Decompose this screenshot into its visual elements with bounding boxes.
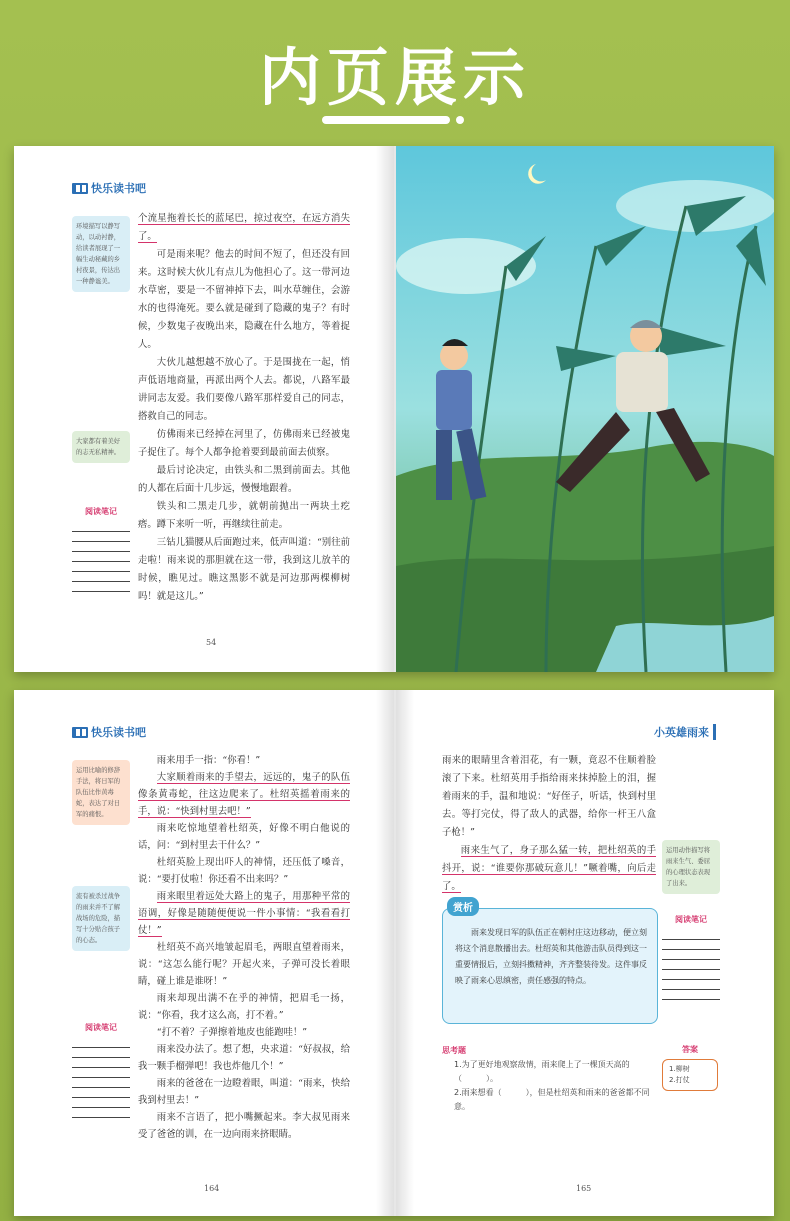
note-line [72,1078,130,1088]
paragraph: 杜绍英脸上现出吓人的神情，还压低了嗓音，说：“要打仗啦！你还看不出来吗？” [138,857,350,885]
thinking-title: 思考题 [442,1046,466,1055]
note-line [72,532,130,542]
page-164 [14,690,394,1216]
note-line [72,1068,130,1078]
boys-running-in-reeds-illustration [396,146,774,672]
series-title: 小英雄雨来 [654,724,716,740]
paragraph: 雨来的眼睛里含着泪花，有一颗，竟忍不住顺着脸滚了下来。杜绍英用手指给雨来抹掉脸上的泪，握着雨来的手，温和地说：“好侄子，听话，快到村里去。等打完仗，得了敌人的武器，给你一杆王八盒子枪！” [442,755,656,838]
reading-notes [72,506,130,592]
page-number: 165 [576,1184,592,1193]
answer-box [662,1059,718,1091]
note-line [72,552,130,562]
note-line [72,582,130,592]
note-line [662,950,720,960]
paragraph: “打不着？子弹擦着地皮也能跑哇！” [156,1027,308,1038]
appreciation-box [442,903,658,1024]
note-line [662,990,720,1000]
answer: 1.柳树 [669,1065,690,1073]
reading-notes [72,1022,130,1118]
note-line [72,572,130,582]
body-text [138,210,350,606]
paragraph: 铁头和二黑走几步，就朝前抛出一两块土疙瘩。蹲下来听一听，再继续往前走。 [138,501,350,530]
note-line [72,1108,130,1118]
paragraph: 大伙儿越想越不放心了。于是围拢在一起，悄声低语地商量，再派出两个人去。都说，八路军最讲同志友爱。我们要像八路军那样爱自己的同志，搭救自己的同志。 [138,357,350,422]
paragraph: 雨来吃惊地望着杜绍英，好像不明白他说的话，问：“到村里去干什么？” [138,823,350,851]
paragraph: 雨来不言语了，把小嘴撅起来。李大叔见雨来受了爸爸的训，在一边向雨来挤眼睛。 [138,1112,350,1140]
reading-notes-title: 阅读笔记 [85,1023,117,1032]
note-line [72,1088,130,1098]
paragraph: 雨来没办法了。想了想，央求道：“好叔叔，给我一颗手榴弹吧！我也炸他几个！” [138,1044,350,1072]
answer-title: 答案 [682,1045,698,1054]
side-note: 环境描写以静写动，以动衬静，给读者展现了一幅生动秘藏的乡村夜景，传达出一种静谧美。 [72,216,130,292]
note-line [72,1038,130,1048]
note-line [662,960,720,970]
side-note: 大家都有着美好的志无私精神。 [72,431,130,463]
book-icon [72,727,88,738]
paragraph: 个流星拖着长长的蓝尾巴，掠过夜空，在远方消失了。 [138,213,350,242]
paragraph: 雨来却现出满不在乎的神情，把眉毛一扬，说：“你看，我才这么高，打不着。” [138,993,350,1021]
note-line [662,970,720,980]
reading-notes-title: 阅读笔记 [675,915,707,924]
answers [662,1044,718,1091]
note-line [72,542,130,552]
note-line [72,1058,130,1068]
paragraph: 雨来眼里着远处大路上的鬼子，用那种平常的语调，好像是随随便便说一件小事情：“我看看打仗！” [138,891,350,936]
paragraph: 雨来的爸爸在一边瞪着眼，叫道：“雨来，快给我到村里去！” [138,1078,350,1106]
page-title: 内页展示 [258,41,531,114]
paragraph: 雨来用手一指：“你看！” [156,755,261,766]
note-line [72,1098,130,1108]
paragraph: 可是雨来呢？他去的时间不短了，但还没有回来。这时候大伙儿有点儿为他担心了。这一带河边水草密，要是一不留神掉下去，叫水草缠住，会游水的也得淹死。要么就是碰到了隐藏的鬼子？有时候，少数鬼子夜晚出来，隐藏在什么地方，等着捉人。 [138,249,350,350]
note-line [72,1048,130,1058]
side-note: 流有被杀过战争的雨来并不了解战场的危险，描写十分贴合孩子的心态。 [72,886,130,951]
body-text [442,752,656,896]
page-54 [14,146,394,672]
header [0,0,790,140]
question: 2.雨来想看（ ），但是杜绍英和雨来的爸爸都不同意。 [454,1088,650,1111]
appreciation-tag: 赏析 [447,897,479,916]
note-line [662,930,720,940]
paragraph: 杜绍英不高兴地皱起眉毛，两眼直望着雨来，说：“这怎么能行呢？开起火来，子弹可没长着眼睛，碰上谁是谁呀！” [138,942,350,987]
paragraph: 雨来生气了，身子那么猛一转，把杜绍英的手抖开，说：“谁要你那破玩意儿！”噘着嘴，向后走了。 [442,845,656,892]
side-note: 运用动作描写将雨来生气、委屈的心理状态表现了出来。 [662,840,720,894]
book-spread-2 [14,690,774,1216]
title-underline-dot [456,116,464,124]
question: 1.为了更好地观察敌情，雨来爬上了一棵顶天高的（ ）。 [454,1060,630,1083]
note-line [662,940,720,950]
series-logo: 快乐读书吧 [72,724,146,740]
note-line [662,980,720,990]
book-icon [72,183,88,194]
appreciation-text: 雨来发现日军的队伍正在朝村庄这边移动，便立刻将这个消息散播出去。杜绍英和其他游击队员得到这一重要情报后，立刻抖擞精神，齐齐整装待发。这件事反映了雨来心思缜密，责任感强的特点。 [455,928,647,985]
page-number: 54 [206,638,217,647]
paragraph: 三钻儿猫腰从后面跑过来，低声叫道：“别往前走啦！雨来说的那胆就在这一带，我到这儿放羊的时候，瞧见过。瞧这黑影不就是河边那两棵柳树吗！就是这儿。” [138,537,350,602]
book-spread-1 [14,146,774,672]
note-line [72,522,130,532]
note-line [72,562,130,572]
series-logo: 快乐读书吧 [72,180,146,196]
illustration [396,146,774,672]
paragraph: 仿佛雨来已经掉在河里了，仿佛雨来已经被鬼子捉住了。每个人都争抢着要到最前面去侦察。 [138,429,350,458]
page-165 [396,690,774,1216]
paragraph: 最后讨论决定，由铁头和二黑到前面去。其他的人都在后面十几步远，慢慢地跟着。 [138,465,350,494]
reading-notes-title: 阅读笔记 [85,507,117,516]
answer: 2.打仗 [669,1076,690,1084]
thinking-questions [442,1044,662,1114]
paragraph: 大家顺着雨来的手望去，远远的，鬼子的队伍像条黄毒蛇，往这边爬来了。杜绍英摇着雨来的手，说：“快到村里去吧！” [138,772,350,817]
reading-notes [662,914,720,1000]
body-text [138,752,350,1143]
side-note: 运用比喻的修辞手法，将日军的队伍比作黄毒蛇，表达了对日军的痛恨。 [72,760,130,825]
title-underline [322,116,450,124]
page-number: 164 [204,1184,220,1193]
